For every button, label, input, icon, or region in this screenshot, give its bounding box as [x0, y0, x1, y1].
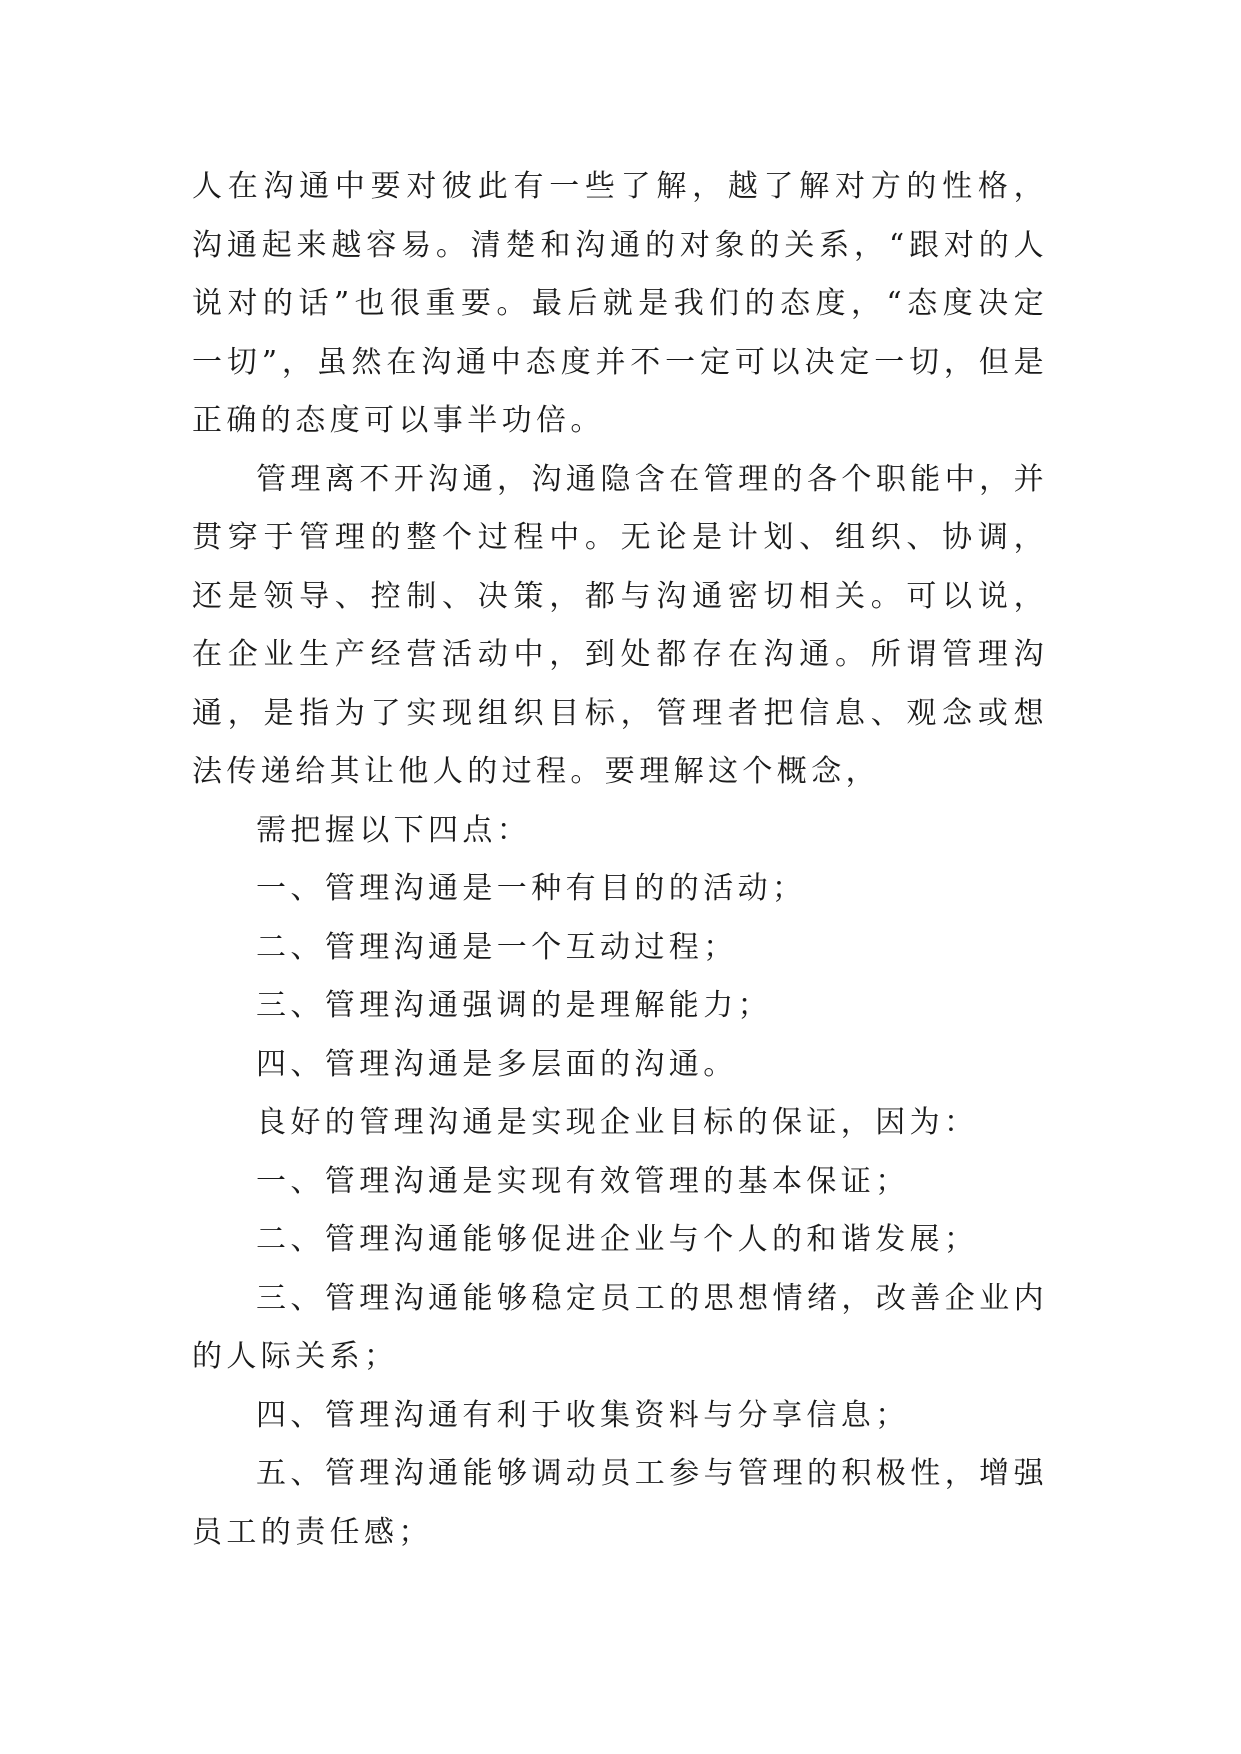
list-item-reason-2: 二、管理沟通能够促进企业与个人的和谐发展；: [256, 1222, 979, 1257]
paragraph-reasons-intro: 良好的管理沟通是实现企业目标的保证，因为：: [256, 1105, 979, 1140]
list-item-point-4: 四、管理沟通是多层面的沟通。: [256, 1046, 738, 1082]
list-item-reason-3: 三、管理沟通能够稳定员工的思想情绪，改善企业内的人际关系；: [192, 1280, 1048, 1374]
list-item-reason-5: 五、管理沟通能够调动员工参与管理的积极性，增强员工的责任感；: [192, 1456, 1048, 1550]
list-item-point-3: 三、管理沟通强调的是理解能力；: [256, 988, 772, 1023]
list-item-reason-1: 一、管理沟通是实现有效管理的基本保证；: [256, 1163, 910, 1199]
paragraph-communication-attitude: 人在沟通中要对彼此有一些了解，越了解对方的性格，沟通起来越容易。清楚和沟通的对象的关系，“跟对的人说对的话”也很重要。最后就是我们的态度，“态度决定一切”，虽然在沟通中态度并不一定可以决定一切，但是正确的态度可以事半功倍。: [192, 169, 1048, 438]
paragraph-four-points-intro: 需把握以下四点：: [256, 812, 532, 848]
list-item-point-2: 二、管理沟通是一个互动过程；: [256, 929, 738, 965]
paragraph-management-communication-definition: 管理离不开沟通，沟通隐含在管理的各个职能中，并贯穿于管理的整个过程中。无论是计划、组织、协调，还是领导、控制、决策，都与沟通密切相关。可以说，在企业生产经营活动中，到处都存在沟通。所谓管理沟通，是指为了实现组织目标，管理者把信息、观念或想法传递给其让他人的过程。要理解这个概念，: [192, 461, 1048, 789]
document-body: [192, 158, 1048, 1562]
list-item-reason-4: 四、管理沟通有利于收集资料与分享信息；: [256, 1397, 910, 1433]
list-item-point-1: 一、管理沟通是一种有目的的活动；: [256, 871, 807, 906]
